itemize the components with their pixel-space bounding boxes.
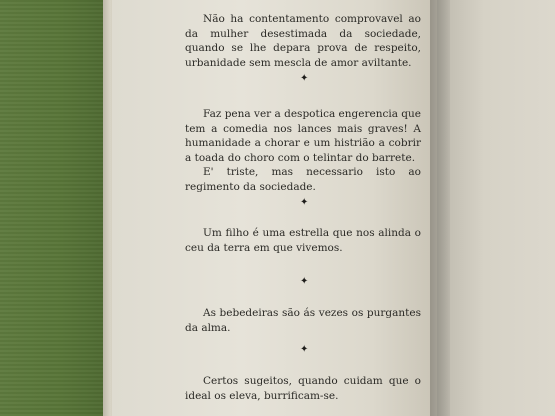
ornament-divider: ✦ [300,344,309,355]
ornament-divider: ✦ [300,276,309,287]
paragraph-4 [185,306,421,335]
paragraph-3 [185,226,421,255]
facing-page [437,0,555,416]
paragraph-line: Certos sugeitos, quando cuidam que o ideal os eleva, burrificam-se. [185,375,421,402]
paragraph-5 [185,374,421,403]
paragraph-line: Faz pena ver a despotica engerencia que tem a comedia nos lances mais graves! A humanidade a chorar e um histrião a cobrir a toada do choro com o telintar do barrete. [185,108,421,164]
paragraph-2 [185,107,421,195]
ornament-divider: ✦ [300,73,309,84]
paragraph-line: Um filho é uma estrella que nos alinda o ceu da terra em que vivemos. [185,227,421,254]
book-cover-cloth [0,0,103,416]
ornament-divider: ✦ [300,197,309,208]
paragraph-line: E' triste, mas necessario isto ao regimento da sociedade. [185,166,421,193]
paragraph-line: As bebedeiras são ás vezes os purgantes da alma. [185,307,421,334]
paragraph-1 [185,12,421,70]
paragraph-line: Não ha contentamento comprovavel ao da mulher desestimada da sociedade, quando se lhe depara prova de respeito, urbanidade sem mescla de amor aviltante. [185,13,421,69]
book-gutter-shadow [430,0,450,416]
